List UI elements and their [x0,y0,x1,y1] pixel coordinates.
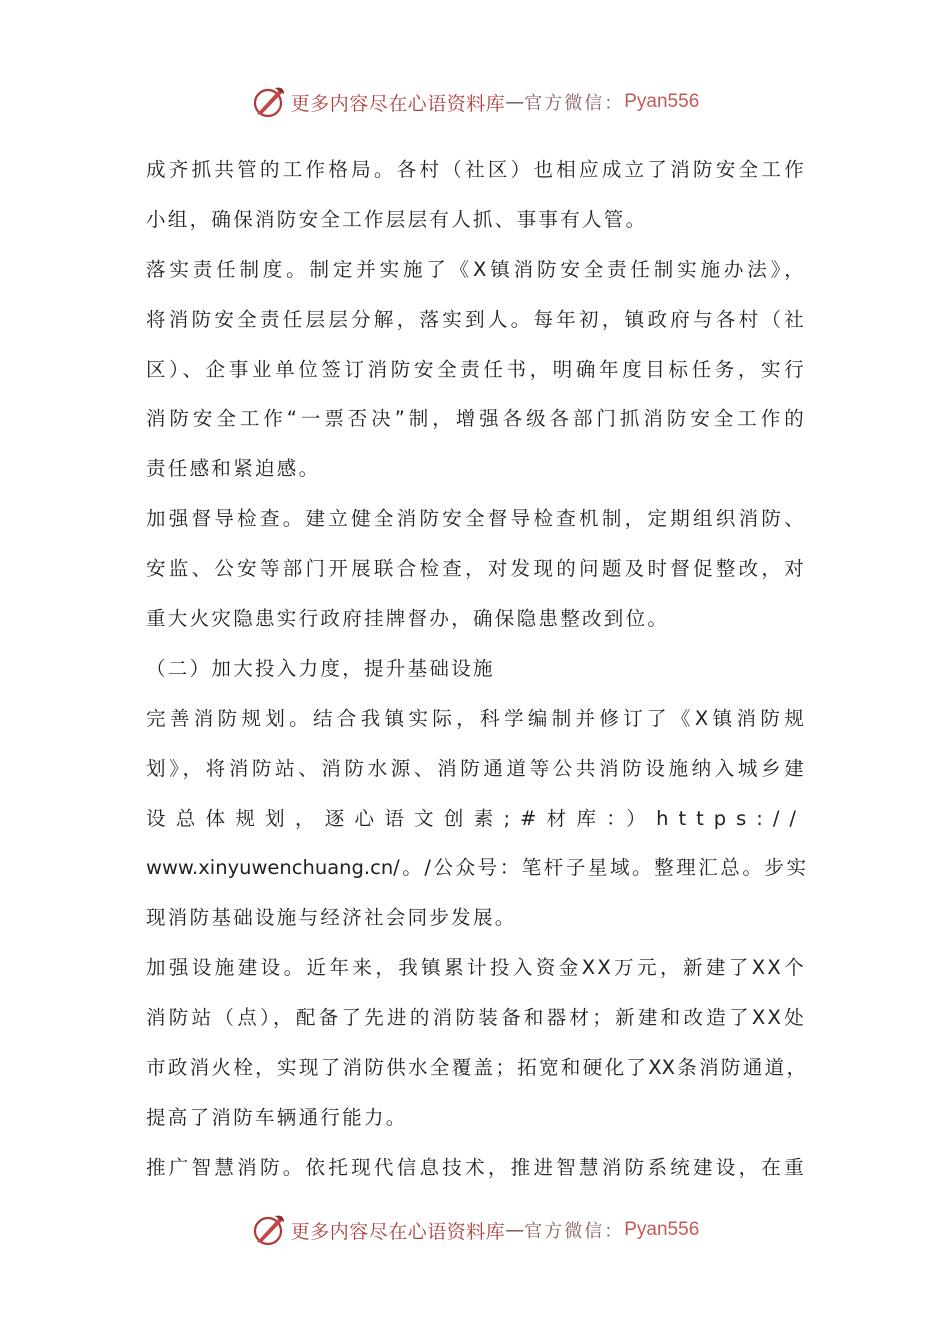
watermark-header [0,82,950,122]
body-line: 市政消火栓，实现了消防供水全覆盖；拓宽和硬化了XX条消防通道， [146,1056,806,1080]
quill-logo-icon [251,1212,287,1248]
body-line: 责任感和紧迫感。 [146,457,321,481]
document-body [146,145,806,1193]
body-line: 安监、公安等部门开展联合检查，对发现的问题及时督促整改，对 [146,557,806,581]
watermark-footer [0,1210,950,1250]
watermark-separator: — [505,1219,525,1241]
watermark-wechat-label: 官方微信： [524,1221,625,1242]
body-line: 加强设施建设。近年来，我镇累计投入资金XX万元，新建了XX个 [146,956,806,980]
body-line: 成齐抓共管的工作格局。各村（社区）也相应成立了消防安全工作 [146,158,806,181]
watermark-wechat-id: Pyan556 [624,1219,700,1240]
body-line: 重大火灾隐患实行政府挂牌督办，确保隐患整改到位。 [146,607,670,631]
body-line: 现消防基础设施与经济社会同步发展。 [146,906,517,930]
body-line: 划》，将消防站、消防水源、消防通道等公共消防设施纳入城乡建 [146,756,806,780]
body-line: 小组，确保消防安全工作层层有人抓、事事有人管。 [146,207,648,231]
body-line: 推广智慧消防。依托现代信息技术，推进智慧消防系统建设，在重 [146,1155,806,1179]
body-line: 区）、企事业单位签订消防安全责任书，明确年度目标任务，实行 [146,357,806,381]
body-line: www.xinyuwenchuang.cn/。/公众号：笔杆子星域。整理汇总。步实 [146,856,806,880]
quill-logo-icon [251,84,287,120]
watermark-site-text: 更多内容尽在心语资料库 [290,1220,506,1243]
body-line: 加强督导检查。建立健全消防安全督导检查机制，定期组织消防、 [146,507,806,531]
watermark-site-text: 更多内容尽在心语资料库 [290,92,506,115]
watermark-wechat-label: 官方微信： [524,93,625,114]
watermark-separator: — [505,91,525,113]
body-line: 消防安全工作“一票否决”制，增强各级各部门抓消防安全工作的 [146,407,806,431]
body-line: 提高了消防车辆通行能力。 [146,1105,408,1129]
body-line: 设总体规划，逐心语文创素;#材库：）https:// [146,806,806,830]
body-line: 消防站（点），配备了先进的消防装备和器材；新建和改造了XX处 [146,1006,806,1030]
body-line: 完善消防规划。结合我镇实际，科学编制并修订了《X镇消防规 [146,706,806,730]
watermark-wechat-id: Pyan556 [624,91,700,112]
section-heading: （二）加大投入力度，提升基础设施 [146,656,495,680]
body-line: 落实责任制度。制定并实施了《X镇消防安全责任制实施办法》， [146,257,806,281]
body-line: 将消防安全责任层层分解，落实到人。每年初，镇政府与各村（社 [146,307,806,331]
